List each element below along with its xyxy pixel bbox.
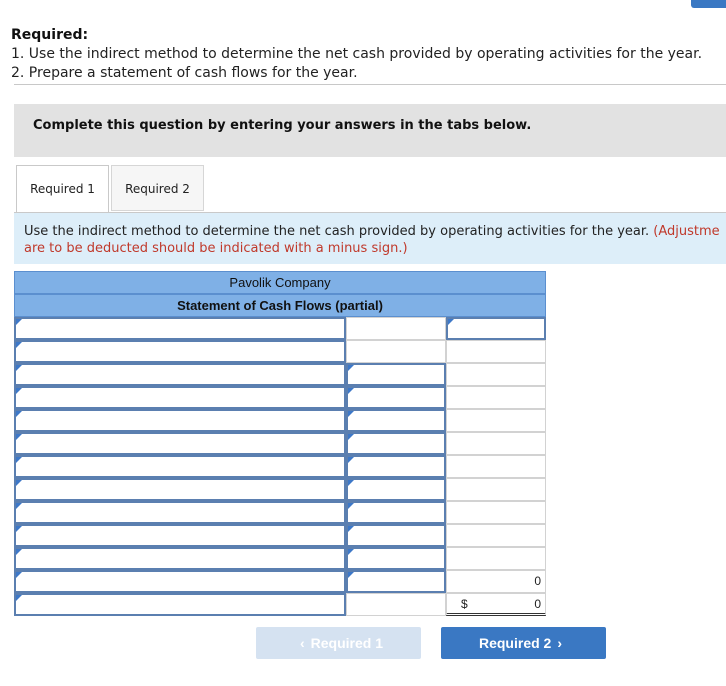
row-total-input[interactable] — [446, 409, 546, 432]
row-description-dropdown[interactable] — [14, 386, 346, 409]
row-description-dropdown[interactable] — [14, 547, 346, 570]
row-amount-input[interactable] — [346, 570, 446, 593]
row-description-dropdown[interactable] — [14, 478, 346, 501]
row-amount-input[interactable] — [346, 409, 446, 432]
instruction-note-head: (Adjustme — [653, 224, 720, 239]
next-required-button[interactable] — [441, 627, 606, 659]
row-total-input[interactable] — [446, 478, 546, 501]
requirement-2-text: 2. Prepare a statement of cash flows for the year. — [11, 65, 358, 81]
row-total-input[interactable] — [446, 363, 546, 386]
instruction-banner — [14, 104, 726, 157]
row-description-dropdown[interactable] — [14, 409, 346, 432]
statement-title: Statement of Cash Flows (partial) — [14, 294, 546, 317]
instruction-text — [24, 223, 726, 257]
net-cash-total — [446, 593, 546, 616]
row-amount-input[interactable] — [346, 317, 446, 340]
prev-required-button[interactable] — [256, 627, 421, 659]
currency-symbol: $ — [461, 597, 468, 611]
subtotal-value: 0 — [446, 570, 546, 593]
row-amount-input[interactable] — [346, 501, 446, 524]
row-amount-input[interactable] — [346, 524, 446, 547]
row-total-input[interactable] — [446, 501, 546, 524]
row-total-input[interactable] — [446, 455, 546, 478]
prev-button-label: Required 1 — [310, 635, 384, 651]
instruction-box — [14, 212, 726, 264]
row-amount-input[interactable] — [346, 478, 446, 501]
row-total-input[interactable] — [446, 386, 546, 409]
top-corner-tab — [691, 0, 726, 8]
required-heading: Required: — [11, 27, 89, 43]
total-value: 0 — [534, 597, 541, 611]
row-total-input[interactable] — [446, 547, 546, 570]
chevron-right-icon: › — [557, 635, 563, 651]
row-description-dropdown[interactable] — [14, 570, 346, 593]
row-amount-input[interactable] — [346, 593, 446, 616]
row-description-dropdown[interactable] — [14, 455, 346, 478]
row-description-dropdown[interactable] — [14, 340, 346, 363]
row-description-dropdown[interactable] — [14, 317, 346, 340]
tab-required-2[interactable]: Required 2 — [111, 165, 204, 211]
instruction-main: Use the indirect method to determine the net cash provided by operating activities for the year. — [24, 224, 650, 239]
tab-required-1[interactable]: Required 1 — [16, 165, 109, 212]
next-button-label: Required 2 — [478, 635, 552, 651]
row-total-input[interactable] — [446, 524, 546, 547]
row-description-dropdown[interactable] — [14, 501, 346, 524]
requirement-1-text: 1. Use the indirect method to determine the net cash provided by operating activities for the year. — [11, 46, 703, 62]
row-description-dropdown[interactable] — [14, 524, 346, 547]
row-description-dropdown[interactable] — [14, 363, 346, 386]
row-total-input[interactable] — [446, 340, 546, 363]
row-amount-input[interactable] — [346, 340, 446, 363]
company-name: Pavolik Company — [14, 271, 546, 294]
row-total-input[interactable] — [446, 432, 546, 455]
row-description-dropdown[interactable] — [14, 432, 346, 455]
instruction-note-tail: are to be deducted should be indicated with a minus sign.) — [24, 241, 408, 256]
chevron-left-icon: ‹ — [299, 635, 305, 651]
banner-text: Complete this question by entering your answers in the tabs below. — [33, 118, 532, 133]
row-amount-input[interactable] — [346, 455, 446, 478]
row-total-input[interactable] — [446, 317, 546, 340]
row-amount-input[interactable] — [346, 363, 446, 386]
row-amount-input[interactable] — [346, 386, 446, 409]
divider — [14, 84, 726, 85]
row-amount-input[interactable] — [346, 432, 446, 455]
row-description-dropdown[interactable] — [14, 593, 346, 616]
row-amount-input[interactable] — [346, 547, 446, 570]
